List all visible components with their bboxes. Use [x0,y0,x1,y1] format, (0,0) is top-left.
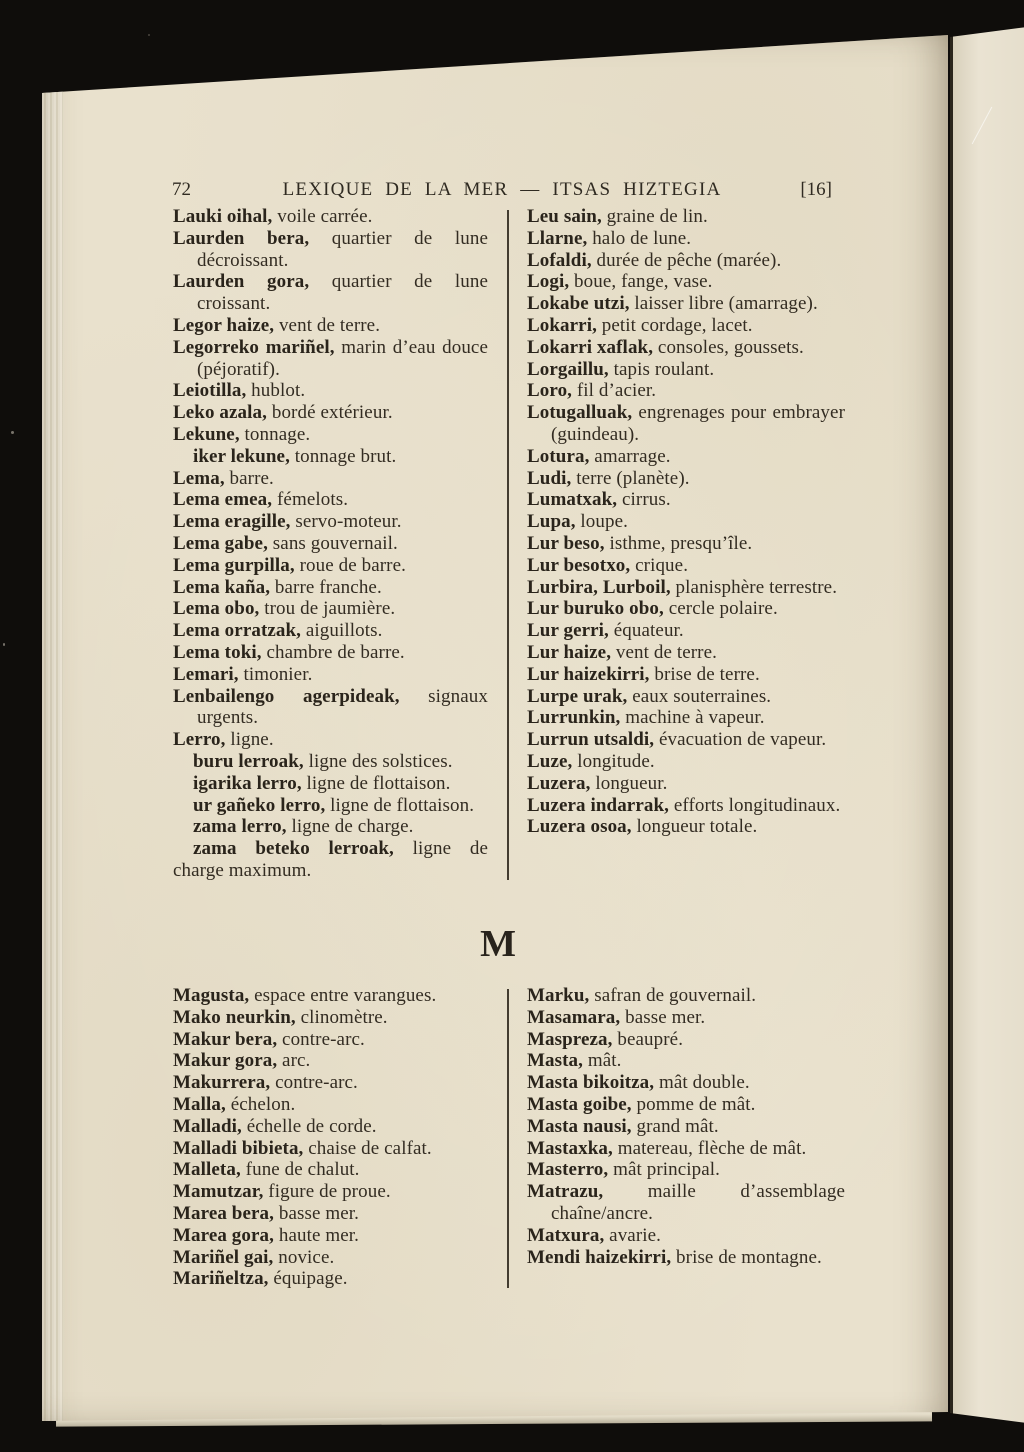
entry-term: Luzera osoa, [527,816,632,838]
entry-definition: engrenages pour embrayer (guindeau). [551,402,845,445]
entry-definition: eaux souterraines. [627,685,772,707]
lexicon-entry [173,1247,488,1269]
entry-definition: aiguillots. [301,620,383,642]
lexicon-entry [173,816,488,838]
lexicon-entry [527,250,845,272]
fascicle-ref: [16] [800,179,832,200]
entry-definition: isthme, presqu’île. [604,532,753,554]
entry-definition: chaise de calfat. [303,1137,432,1159]
lexicon-entry [527,1159,845,1181]
entry-term: Lema, [173,467,225,489]
section-l [173,206,845,882]
lexicon-entry [527,337,845,359]
lexicon-entry [173,315,488,337]
entry-definition: contre-arc. [270,1072,358,1094]
entry-term: zama beteko lerroak, [193,838,394,860]
lexicon-entry [173,751,488,773]
entry-definition: basse mer. [620,1006,706,1028]
entry-term: Lema orratzak, [173,620,302,642]
lexicon-entry [173,1159,488,1181]
entry-definition: ligne de charge maximum. [173,838,488,881]
lexicon-entry [527,686,845,708]
entry-definition: haute mer. [274,1224,359,1246]
entry-definition: timonier. [238,663,313,685]
entry-definition: petit cordage, lacet. [596,314,753,336]
entry-term: Lumatxak, [527,489,618,511]
entry-term: Malla, [173,1093,226,1115]
entry-definition: espace entre varangues. [249,985,437,1006]
entry-definition: ligne de flottaison. [301,772,451,794]
entry-definition: servo-moteur. [290,511,402,533]
entry-definition: bordé extérieur. [267,402,393,424]
lexicon-entry [173,489,488,511]
lexicon-entry [527,1225,845,1247]
entry-term: Mendi haizekirri, [527,1246,672,1268]
lexicon-entry [527,1050,845,1072]
lexicon-entry [173,1072,488,1094]
lexicon-entry [173,533,488,555]
lexicon-entry [173,1181,488,1203]
entry-definition: ligne de flottaison. [325,794,475,816]
entry-term: Makur bera, [173,1028,278,1050]
lexicon-entry [173,1094,488,1116]
lexicon-entry [527,380,845,402]
entry-definition: amarrage. [589,445,671,467]
entry-term: Marea gora, [173,1224,274,1246]
lexicon-entry [527,1247,845,1269]
entry-definition: longitude. [572,750,655,772]
entry-definition: machine à vapeur. [620,707,765,729]
lexicon-entry [527,359,845,381]
lexicon-entry [173,1050,488,1072]
lexicon-entry [173,795,488,817]
entry-definition: fil d’acier. [572,380,657,402]
entry-term: Masta goibe, [527,1093,632,1115]
entry-term: Makur gora, [173,1050,278,1072]
lexicon-entry [527,228,845,250]
entry-definition: marin d’eau douce (péjoratif). [197,336,488,380]
entry-definition: brise de montagne. [671,1246,822,1268]
lexicon-entry [173,1268,488,1290]
lexicon-entry [527,1116,845,1138]
entry-definition: arc. [277,1050,311,1072]
entry-term: Malladi bibieta, [173,1137,304,1159]
lexicon-entry [173,1203,488,1225]
entry-definition: fune de chalut. [240,1159,360,1181]
entry-definition: ligne de charge. [286,816,414,838]
entry-term: Lur haize, [527,641,612,663]
entry-term: Laurden gora, [173,271,310,293]
entry-definition: longueur totale. [631,816,758,838]
entry-definition: barre franche. [270,576,382,598]
entry-definition: basse mer. [274,1202,359,1224]
lexicon-entry [173,620,488,642]
entry-term: Masamara, [527,1006,621,1028]
lexicon-entry [527,511,845,533]
entry-term: Lema obo, [173,598,260,620]
entry-term: ur gañeko lerro, [193,794,326,816]
entry-definition: hublot. [246,380,306,402]
entry-definition: barre. [224,467,274,489]
entry-definition: loupe. [575,511,628,533]
entry-definition: tapis roulant. [608,358,715,380]
column-divider [488,985,527,1290]
entry-term: Malladi, [173,1115,242,1137]
lexicon-entry [173,1007,488,1029]
lexicon-entry [527,446,845,468]
entry-definition: clinomètre. [295,1006,388,1028]
lexicon-entry [527,293,845,315]
entry-definition: tonnage brut. [289,445,397,467]
lexicon-entry [527,816,845,838]
lexicon-entry [527,598,845,620]
entry-term: Mastaxka, [527,1137,613,1159]
lexicon-entry [527,985,845,1007]
lexicon-entry [527,795,845,817]
entry-term: Mako neurkin, [173,1006,296,1028]
entry-term: Mamutzar, [173,1181,264,1203]
page-crease [972,107,993,145]
lexicon-entry [527,707,845,729]
entry-term: zama lerro, [193,816,287,838]
entry-definition: quartier de lune croissant. [197,271,488,315]
lexicon-entry [173,642,488,664]
entry-definition: signaux urgents. [197,685,488,729]
entry-definition: boue, fange, vase. [569,271,713,293]
entry-term: Lur buruko obo, [527,598,664,620]
entry-term: Lema emea, [173,489,273,511]
lexicon-entry [173,838,488,882]
entry-term: Lur gerri, [527,620,609,642]
entry-term: Lorgaillu, [527,358,609,380]
lexicon-entry [173,686,488,730]
entry-definition: trou de jaumière. [259,598,396,620]
entry-definition: maille d’assemblage chaîne/ancre. [551,1181,845,1224]
entry-definition: équipage. [268,1268,348,1290]
entry-definition: échelle de corde. [241,1115,377,1137]
entry-definition: mât double. [654,1072,750,1094]
entry-definition: novice. [273,1246,335,1268]
entry-term: Lauki oihal, [173,206,273,227]
entry-definition: brise de terre. [649,663,760,685]
entry-term: Lema toki, [173,641,262,663]
entry-definition: efforts longitudinaux. [669,794,841,816]
lexicon-entry [173,271,488,315]
lexicon-entry [173,577,488,599]
entry-definition: figure de proue. [263,1181,391,1203]
page-title: LEXIQUE DE LA MER — ITSAS HIZTEGIA [282,179,722,200]
lexicon-entry [527,1029,845,1051]
entry-definition: voile carrée. [272,206,373,227]
lexicon-entry [527,773,845,795]
facing-page-edge [950,27,1024,1423]
lexicon-entry [173,468,488,490]
entry-term: Laurden bera, [173,227,310,249]
entry-definition: planisphère terrestre. [670,576,838,598]
entry-term: Leko azala, [173,402,267,424]
entry-term: Lokarri, [527,314,597,336]
entry-term: Lofaldi, [527,249,592,271]
entry-definition: chambre de barre. [261,641,405,663]
lexicon-entry [527,1072,845,1094]
entry-definition: équateur. [608,620,684,642]
entry-definition: matereau, flèche de mât. [612,1137,807,1159]
section-heading-m: M [480,923,516,965]
lexicon-entry [173,380,488,402]
entry-definition: longueur. [590,772,668,794]
entry-term: buru lerroak, [193,750,304,772]
lexicon-entry [173,1029,488,1051]
lexicon-entry [527,468,845,490]
lexicon-entry [527,620,845,642]
lexicon-entry [527,664,845,686]
lexicon-entry [173,228,488,272]
entry-term: Magusta, [173,985,250,1006]
entry-term: Makurrera, [173,1072,271,1094]
entry-definition: laisser libre (amarrage). [629,293,818,315]
entry-term: Lupa, [527,511,576,533]
page-number: 72 [172,179,191,200]
entry-definition: vent de terre. [274,314,381,336]
lexicon-entry [173,729,488,751]
entry-definition: ligne des solstices. [303,750,453,772]
page-stack-left-edge [42,30,63,1430]
lexicon-entry [173,598,488,620]
entry-definition: durée de pêche (marée). [591,249,782,271]
lexicon-entry [527,1138,845,1160]
lexicon-entry [173,337,488,381]
entry-term: Masta bikoitza, [527,1072,655,1094]
entry-term: Masta nausi, [527,1115,632,1137]
entry-term: Matxura, [527,1224,605,1246]
entry-term: Maspreza, [527,1028,613,1050]
lexicon-entry [527,206,845,228]
entry-definition: vent de terre. [611,641,717,663]
entry-term: Lurbira, Lurboil, [527,576,671,598]
entry-definition: cirrus. [617,489,671,511]
column-m-right [527,985,845,1290]
entry-term: Mariñel gai, [173,1246,274,1268]
lexicon-entry [527,402,845,446]
lexicon-entry [527,489,845,511]
entry-term: Marku, [527,985,590,1006]
entry-term: Matrazu, [527,1181,604,1203]
lexicon-entry [527,729,845,751]
entry-definition: consoles, goussets. [653,336,804,358]
entry-term: Lekune, [173,423,240,445]
entry-definition: mât principal. [608,1159,721,1181]
column-m-left [173,985,488,1290]
entry-definition: terre (planète). [571,467,690,489]
entry-term: Luze, [527,750,573,772]
entry-definition: ligne. [225,729,274,751]
lexicon-entry [173,555,488,577]
entry-term: Lokarri xaflak, [527,336,654,358]
section-m [173,985,845,1290]
column-divider [488,206,527,882]
lexicon-entry [173,1225,488,1247]
lexicon-entry [173,511,488,533]
lexicon-entry [527,577,845,599]
entry-definition: beaupré. [612,1028,684,1050]
entry-definition: cercle polaire. [663,598,778,620]
entry-term: Lurpe urak, [527,685,628,707]
lexicon-entry [527,1094,845,1116]
entry-term: Lerro, [173,729,226,751]
entry-definition: roue de barre. [294,554,406,576]
entry-definition: tonnage. [239,423,311,445]
entry-term: Legorreko mariñel, [173,336,335,358]
lexicon-entry [527,271,845,293]
entry-term: Lotura, [527,445,590,467]
entry-definition: fémelots. [272,489,349,511]
entry-term: Malleta, [173,1159,241,1181]
entry-term: Lur beso, [527,532,605,554]
entry-term: Lurrun utsaldi, [527,729,655,751]
entry-term: Masta, [527,1050,584,1072]
lexicon-entry [173,424,488,446]
lexicon-entry [173,664,488,686]
entry-definition: graine de lin. [601,206,708,227]
entry-term: Lokabe utzi, [527,293,630,315]
lexicon-entry [527,751,845,773]
entry-term: Lotugalluak, [527,402,633,424]
lexicon-entry [173,773,488,795]
book-page [42,30,948,1430]
entry-definition: sans gouvernail. [267,532,398,554]
entry-term: Lema gabe, [173,532,268,554]
lexicon-entry [173,1116,488,1138]
lexicon-entry [527,555,845,577]
lexicon-entry [173,446,488,468]
entry-definition: contre-arc. [277,1028,365,1050]
entry-definition: avarie. [604,1224,662,1246]
entry-definition: évacuation de vapeur. [654,729,827,751]
entry-term: iker lekune, [193,445,290,467]
entry-term: Lenbailengo agerpideak, [173,685,400,707]
entry-term: Ludi, [527,467,572,489]
column-l-left [173,206,488,882]
entry-term: Llarne, [527,227,588,249]
lexicon-entry [527,533,845,555]
entry-definition: mât. [583,1050,622,1072]
entry-term: Marea bera, [173,1202,274,1224]
lexicon-entry [173,1138,488,1160]
entry-definition: quartier de lune décroissant. [197,227,488,271]
entry-term: Leiotilla, [173,380,247,402]
entry-term: Lemari, [173,663,239,685]
entry-definition: pomme de mât. [631,1093,756,1115]
running-header [172,179,832,201]
entry-term: Loro, [527,380,573,402]
entry-definition: crique. [630,554,689,576]
lexicon-entry [173,206,488,228]
entry-term: Logi, [527,271,570,293]
entry-term: Mariñeltza, [173,1268,269,1290]
entry-term: Lurrunkin, [527,707,621,729]
entry-term: Lema gurpilla, [173,554,295,576]
entry-term: Masterro, [527,1159,609,1181]
lexicon-entry [173,985,488,1007]
lexicon-entry [527,1181,845,1225]
lexicon-entry [527,642,845,664]
entry-definition: grand mât. [631,1115,719,1137]
entry-term: Leu sain, [527,206,602,227]
entry-term: Lema eragille, [173,511,291,533]
entry-term: Lema kaña, [173,576,271,598]
lexicon-entry [173,402,488,424]
dust-speck [11,431,14,434]
entry-term: Luzera, [527,772,591,794]
lexicon-entry [527,1007,845,1029]
entry-term: igarika lerro, [193,772,302,794]
lexicon-entry [527,315,845,337]
entry-term: Legor haize, [173,314,275,336]
entry-term: Lur besotxo, [527,554,631,576]
entry-definition: échelon. [225,1093,296,1115]
column-l-right [527,206,845,882]
entry-definition: halo de lune. [587,227,692,249]
entry-term: Luzera indarrak, [527,794,669,816]
entry-term: Lur haizekirri, [527,663,650,685]
dust-speck [3,643,5,646]
entry-definition: safran de gouvernail. [589,985,757,1006]
